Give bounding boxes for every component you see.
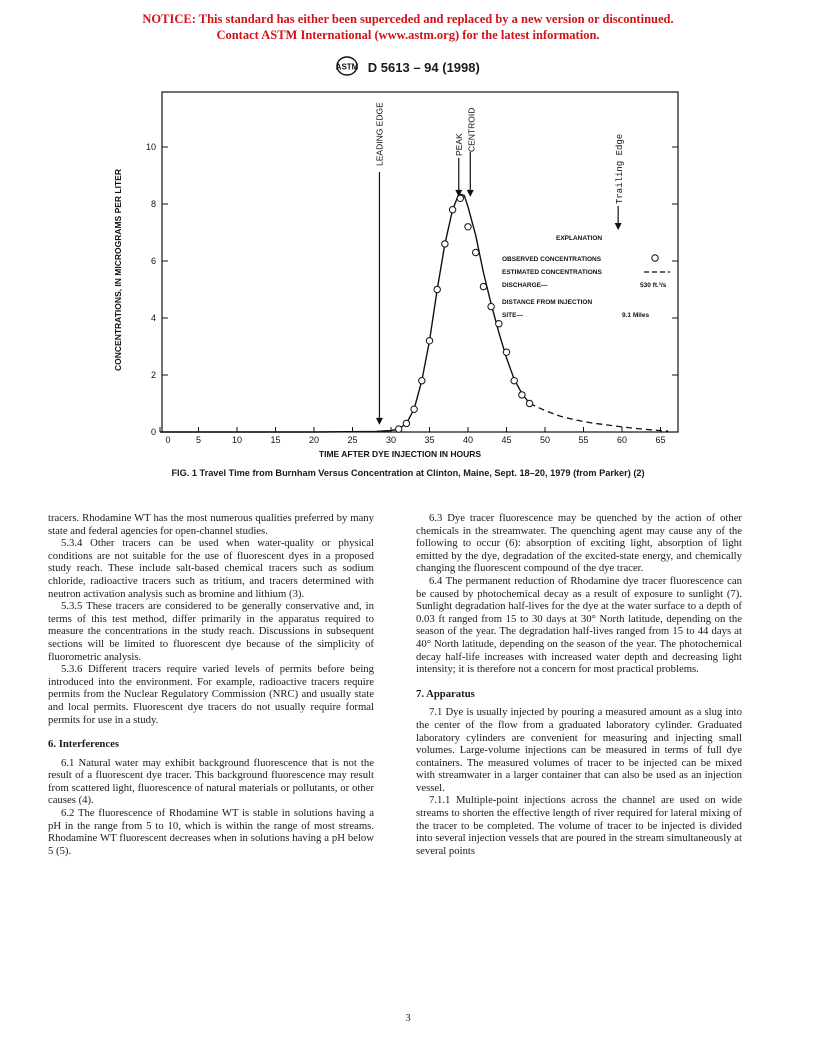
observed-point (403, 420, 409, 426)
section-7-heading: 7. Apparatus (416, 687, 475, 700)
observed-point (411, 406, 417, 412)
y-tick-label: 10 (145, 142, 156, 152)
observed-point (396, 426, 402, 432)
paragraph-5-3-4: 5.3.4 Other tracers can be used when water-quality or physical conditions are not suitable for the use of fluorescent dyes in a proposed study reach. These include salt-based chemical tracers such as sodium chloride, radioactive tracers such as tritium, and tracers determined with neutron activation analysis such as bromine and lithium (3). (48, 537, 374, 600)
x-tick-label: 15 (270, 435, 281, 445)
section-6-heading: 6. Interferences (48, 738, 120, 751)
fitted-curve (160, 194, 530, 432)
legend-discharge-label: DISCHARGE— (502, 282, 548, 289)
legend-estimated-label: ESTIMATED CONCENTRATIONS (502, 269, 602, 276)
paragraph-7-1-1: 7.1.1 Multiple-point injections across the channel are used on wide streams to shorten the effective length of river required for lateral mixing of the tracer to be completed. The volume of tracer to be injected is divided into several injection vessels that are poured in the stream simultaneously at several points (416, 794, 742, 857)
observed-point (449, 207, 455, 213)
leading-edge-label: LEADING EDGE (374, 102, 385, 166)
observed-point (519, 392, 525, 398)
centroid-arrow-arrowhead (467, 190, 474, 197)
legend-discharge-value: 530 ft.³/s (640, 282, 667, 289)
trailing-edge-label: Trailing Edge (615, 133, 626, 204)
chart-ticks (113, 142, 678, 459)
paragraph: tracers. Rhodamine WT has the most numerous qualities preferred by many state and federal agencies for open-channel studies. (48, 512, 374, 537)
svg-text:ASTM: ASTM (336, 62, 359, 72)
observed-point (503, 349, 509, 355)
legend-distance-label-2: SITE— (502, 312, 523, 319)
right-column (416, 512, 742, 857)
x-tick-label: 10 (231, 435, 243, 445)
observed-point (480, 283, 486, 289)
x-tick-label: 40 (462, 435, 474, 445)
y-tick-label: 8 (150, 199, 156, 209)
x-tick-label: 65 (655, 435, 666, 445)
x-tick-label: 25 (347, 435, 358, 445)
observed-point (442, 241, 448, 247)
observed-point (434, 286, 440, 292)
legend-observed-label: OBSERVED CONCENTRATIONS (502, 256, 602, 263)
leading-edge-arrow-arrowhead (376, 418, 383, 425)
paragraph-7-1: 7.1 Dye is usually injected by pouring a measured amount as a slug into the center of the flow from a graduated laboratory cylinder. Graduated laboratory cylinders are convenient for measuring and injecting small volumes. Large-volume injections can be measured in terms of full dye containers. The measured volumes of tracer to be injected can be mixed with streamwater in a larger container that can also be used as an injection vessel. (416, 706, 742, 794)
legend-distance-value: 9.1 Miles (622, 312, 650, 319)
document-designation: D 5613 – 94 (1998) (367, 60, 480, 75)
left-column (48, 512, 374, 857)
y-tick-label: 2 (150, 370, 156, 380)
observed-point (496, 321, 502, 327)
page-number: 3 (405, 1013, 411, 1024)
figure-chart (0, 0, 816, 470)
trailing-edge-arrow-arrowhead (615, 223, 622, 230)
observed-point (457, 195, 463, 201)
x-tick-label: 55 (578, 435, 589, 445)
y-tick-label: 0 (150, 427, 156, 437)
paragraph-6-2: 6.2 The fluorescence of Rhodamine WT is stable in solutions having a pH in the range from 5 to 10, which is within the range of most streams. Rhodamine WT fluorescent decreases when in solutions having a pH below 5 (5). (48, 807, 374, 857)
x-tick-label: 0 (165, 435, 171, 445)
chart-annotations (374, 102, 625, 425)
paragraph-5-3-6: 5.3.6 Different tracers require varied levels of permits before being introduced into the environment. For example, radioactive tracers require permits from the Nuclear Regulatory Commission (NRC) and usually state and local permits. Fluorescent dye tracers do not usually require formal permits for use in a study. (48, 663, 374, 726)
paragraph-5-3-5: 5.3.5 These tracers are considered to be generally conservative and, in terms of this test method, differ primarily in the apparatus required to measure the concentrations in the study reach. Discussions in subsequent sections will be limited to fluorescent dye because of the simplicity of fluorometric analysis. (48, 600, 374, 663)
observed-point (465, 224, 471, 230)
paragraph-6-3: 6.3 Dye tracer fluorescence may be quenched by the action of other chemicals in the streamwater. The quenching agent may cause any of the following to occur (6): absorption of exciting light, absorption of light emitted by the dye, degradation of the excited-state energy, and chemically changing the fluorescent compound of the dye tracer. (416, 512, 742, 575)
explanation-title: EXPLANATION (556, 235, 603, 242)
paragraph-6-4: 6.4 The permanent reduction of Rhodamine dye tracer fluorescence can be caused by photochemical decay as a result of exposure to sunlight (7). Sunlight degradation half-lives for the dye at the water surface to a depth of 0.03 ft ranged from 15 to 30 days at 30° North latitude, depending on the season of the year. The degradation half-lives ranged from 15 to 44 days at 40° North latitude, depending on the season of the year. The photochemical decay half-life increases with increased water depth and decreasing light intensity; it is therefore not a concern for most practical problems. (416, 574, 742, 676)
x-tick-label: 35 (424, 435, 435, 445)
x-tick-label: 30 (385, 435, 397, 445)
x-tick-label: 50 (539, 435, 551, 445)
x-tick-label: 60 (616, 435, 628, 445)
centroid-label: CENTROID (466, 107, 477, 152)
y-tick-label: 6 (150, 256, 156, 266)
observed-point (488, 303, 494, 309)
chart-curve (160, 194, 668, 432)
x-tick-label: 5 (195, 435, 202, 445)
x-axis-label: TIME AFTER DYE INJECTION IN HOURS (318, 449, 482, 459)
observed-point (419, 378, 425, 384)
observed-point (473, 249, 479, 255)
notice-line-1: NOTICE: This standard has either been superceded and replaced by a new version or discontinued. (142, 12, 674, 26)
legend-observed-marker (652, 255, 658, 261)
y-tick-label: 4 (150, 313, 156, 323)
observed-point (426, 338, 432, 344)
chart-explanation (502, 235, 670, 319)
notice-line-2: Contact ASTM International (www.astm.org) for the latest information. (216, 28, 600, 42)
y-axis-label: CONCENTRATIONS, IN MICROGRAMS PER LITER (113, 169, 123, 371)
figure-caption: FIG. 1 Travel Time from Burnham Versus Concentration at Clinton, Maine, Sept. 18–20, 1979 (from Parker) (2) (171, 468, 645, 478)
x-tick-label: 45 (501, 435, 512, 445)
paragraph-6-1: 6.1 Natural water may exhibit background fluorescence that is not the result of a fluorescent dye tracer. This background fluorescence may result from scattered light, fluorescence of natural materials or pollutants, or other causes (4). (48, 756, 374, 807)
estimated-concentrations-line (530, 404, 669, 432)
peak-label: PEAK (453, 133, 464, 156)
legend-distance-label: DISTANCE FROM INJECTION (502, 299, 593, 306)
observed-point (511, 378, 517, 384)
x-tick-label: 20 (308, 435, 320, 445)
observed-point (526, 400, 532, 406)
